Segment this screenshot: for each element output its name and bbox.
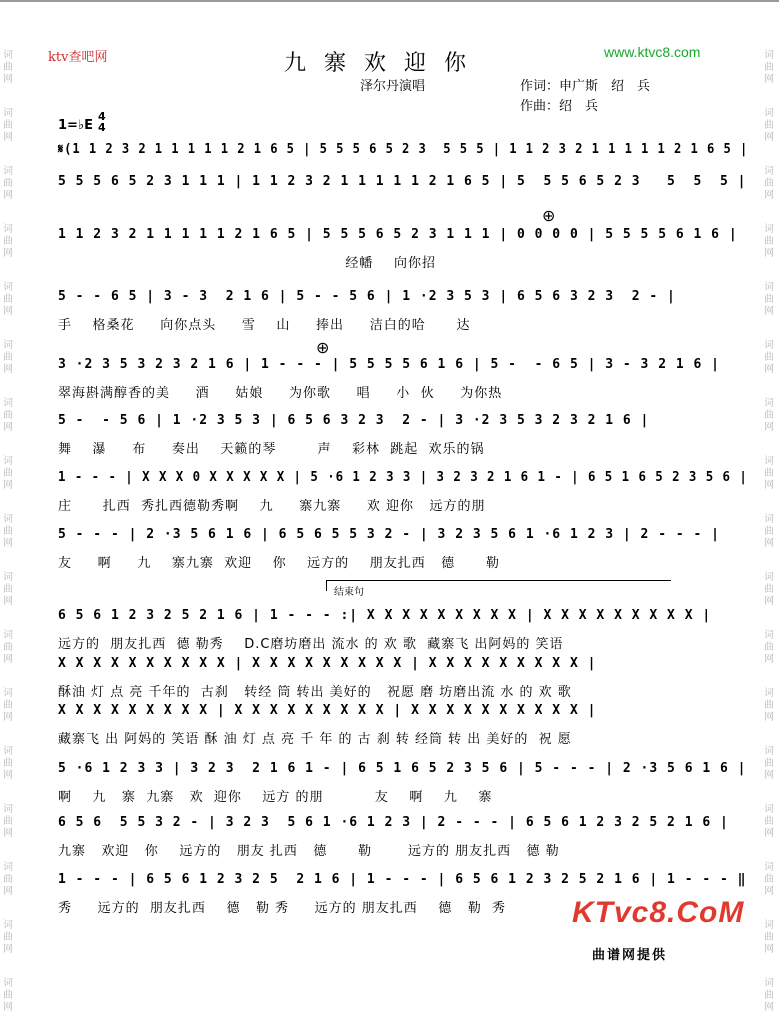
side-watermark-char: 曲 — [3, 120, 13, 131]
notation-row: X X X X X X X X X X | X X X X X X X X X | X X X X X X X X X | — [58, 656, 597, 671]
side-watermark-char: 曲 — [764, 178, 774, 189]
side-watermark-char: 曲 — [764, 642, 774, 653]
key-signature: 1=♭E — [58, 118, 93, 133]
side-watermark-char: 词 — [3, 804, 13, 815]
side-watermark-char: 曲 — [764, 584, 774, 595]
side-watermark-char: 网 — [764, 944, 774, 955]
side-watermark-char: 网 — [3, 132, 13, 143]
lyric-row: 翠海斟满醇香的美 酒 姑娘 为你歌 唱 小 伙 为你热 — [58, 386, 503, 401]
side-watermark-char: 网 — [3, 364, 13, 375]
side-watermark-char: 网 — [764, 422, 774, 433]
side-watermark-char: 网 — [3, 770, 13, 781]
side-watermark-char: 网 — [3, 596, 13, 607]
side-watermark-char: 网 — [764, 654, 774, 665]
side-watermark-char: 网 — [3, 944, 13, 955]
side-watermark-char: 词 — [3, 108, 13, 119]
notation-row: 1 1 2 3 2 1 1 1 1 1 2 1 6 5 | 5 5 5 6 5 2 3 1 1 1 | 0 0 0 0 | 5 5 5 5 6 1 6 | — [58, 227, 738, 242]
top-border — [0, 0, 779, 2]
side-watermark-char: 曲 — [764, 700, 774, 711]
side-watermark-char: 词 — [3, 920, 13, 931]
side-watermark-char: 曲 — [3, 584, 13, 595]
side-watermark-char: 曲 — [3, 758, 13, 769]
side-watermark-char: 曲 — [3, 642, 13, 653]
side-watermark-char: 网 — [764, 74, 774, 85]
side-watermark-char: 词 — [764, 572, 774, 583]
side-watermark-char: 曲 — [3, 410, 13, 421]
side-watermark-char: 词 — [764, 50, 774, 61]
lyric-row: 远方的 朋友扎西 德 勒秀 D.C磨坊磨出 流水 的 欢 歌 藏寨飞 出阿妈的 笑语 — [58, 637, 564, 652]
side-watermark-char: 网 — [3, 828, 13, 839]
side-watermark-char: 曲 — [764, 352, 774, 363]
side-watermark-char: 词 — [764, 862, 774, 873]
logo-caption: 曲谱网提供 — [592, 948, 668, 963]
side-watermark-char: 词 — [3, 340, 13, 351]
side-watermark-char: 词 — [764, 804, 774, 815]
side-watermark-char: 曲 — [3, 468, 13, 479]
side-watermark-char: 曲 — [764, 120, 774, 131]
side-watermark-char: 词 — [3, 224, 13, 235]
side-watermark-char: 词 — [3, 166, 13, 177]
notation-row: 5 5 5 6 5 2 3 1 1 1 | 1 1 2 3 2 1 1 1 1 1 2 1 6 5 | 5 5 5 6 5 2 3 5 5 5 | — [58, 174, 747, 189]
side-watermark-char: 词 — [764, 746, 774, 757]
side-watermark-char: 词 — [764, 340, 774, 351]
lyric-row: 九寨 欢迎 你 远方的 朋友 扎西 德 勒 远方的 朋友扎西 德 勒 — [58, 844, 560, 859]
side-watermark-char: 曲 — [3, 62, 13, 73]
side-watermark-char: 词 — [3, 746, 13, 757]
side-watermark-char: 曲 — [3, 178, 13, 189]
ending-phrase-bracket — [326, 580, 671, 591]
side-watermark-char: 词 — [3, 978, 13, 989]
notation-row: 5 - - 6 5 | 3 - 3 2 1 6 | 5 - - 5 6 | 1 ·2 3 5 3 | 6 5 6 3 2 3 2 - | — [58, 289, 676, 304]
side-watermark-char: 曲 — [764, 62, 774, 73]
side-watermark-char: 曲 — [764, 294, 774, 305]
side-watermark-char: 曲 — [3, 700, 13, 711]
side-watermark-char: 词 — [764, 920, 774, 931]
side-watermark-char: 网 — [764, 190, 774, 201]
lyric-row: 友 啊 九 寨九寨 欢迎 你 远方的 朋友扎西 德 勒 — [58, 556, 500, 571]
side-watermark-char: 词 — [764, 282, 774, 293]
notation-row: 1 - - - | 6 5 6 1 2 3 2 5 2 1 6 | 1 - - - | 6 5 6 1 2 3 2 5 2 1 6 | 1 - - - ‖ — [58, 872, 747, 887]
side-watermark-char: 网 — [3, 712, 13, 723]
side-watermark-char: 网 — [764, 248, 774, 259]
coda-sign-1: ⊕ — [542, 206, 556, 225]
side-watermark-char: 网 — [764, 132, 774, 143]
side-watermark-char: 曲 — [764, 990, 774, 1001]
notation-row: X X X X X X X X X | X X X X X X X X X | X X X X X X X X X X | — [58, 703, 597, 718]
side-watermark-char: 词 — [3, 398, 13, 409]
side-watermark-char: 词 — [3, 50, 13, 61]
side-watermark-char: 词 — [3, 630, 13, 641]
coda-sign-2: ⊕ — [316, 338, 330, 357]
notation-row: 6 5 6 5 5 3 2 - | 3 2 3 5 6 1 ·6 1 2 3 | 2 - - - | 6 5 6 1 2 3 2 5 2 1 6 | — [58, 815, 729, 830]
lyric-row: 藏寨飞 出 阿妈的 笑语 酥 油 灯 点 亮 千 年 的 古 刹 转 经筒 转 出 美好的 祝 愿 — [58, 732, 572, 747]
side-watermark-char: 曲 — [3, 352, 13, 363]
site-logo: KTvc8.CoM — [572, 896, 745, 929]
side-watermark-char: 曲 — [3, 990, 13, 1001]
side-watermark-char: 词 — [764, 630, 774, 641]
left-side-watermark — [1, 0, 15, 1013]
side-watermark-char: 网 — [3, 1002, 13, 1013]
notation-row: 5 - - - | 2 ·3 5 6 1 6 | 6 5 6 5 5 3 2 - | 3 2 3 5 6 1 ·6 1 2 3 | 2 - - - | — [58, 527, 720, 542]
lyric-row: 手 格桑花 向你点头 雪 山 捧出 洁白的哈 达 — [58, 318, 471, 333]
time-numerator: 4 — [98, 110, 106, 123]
side-watermark-char: 曲 — [764, 932, 774, 943]
side-watermark-char: 词 — [3, 282, 13, 293]
lyric-row: 庄 扎西 秀扎西德勒秀啊 九 寨九寨 欢 迎你 远方的朋 — [58, 499, 486, 514]
side-watermark-char: 网 — [3, 886, 13, 897]
notation-row: 𝄋(1 1 2 3 2 1 1 1 1 1 2 1 6 5 | 5 5 5 6 5 2 3 5 5 5 | 1 1 2 3 2 1 1 1 1 1 2 1 6 5 | — [58, 142, 749, 157]
side-watermark-char: 词 — [764, 398, 774, 409]
time-signature — [98, 111, 106, 133]
side-watermark-char: 曲 — [764, 816, 774, 827]
side-watermark-char: 词 — [3, 514, 13, 525]
side-watermark-char: 网 — [3, 306, 13, 317]
side-watermark-char: 网 — [3, 74, 13, 85]
time-denominator: 4 — [98, 121, 106, 134]
side-watermark-char: 网 — [764, 364, 774, 375]
side-watermark-char: 词 — [3, 456, 13, 467]
performer: 泽尔丹演唱 — [360, 79, 426, 94]
side-watermark-char: 网 — [764, 886, 774, 897]
side-watermark-char: 曲 — [3, 236, 13, 247]
side-watermark-char: 网 — [764, 712, 774, 723]
watermark-left-site: ktv查吧网 — [48, 50, 108, 65]
side-watermark-char: 词 — [3, 688, 13, 699]
notation-row: 5 ·6 1 2 3 3 | 3 2 3 2 1 6 1 - | 6 5 1 6 5 2 3 5 6 | 5 - - - | 2 ·3 5 6 1 6 | — [58, 761, 747, 776]
lyric-row: 舞 瀑 布 奏出 天籁的琴 声 彩林 跳起 欢乐的锅 — [58, 442, 485, 457]
side-watermark-char: 曲 — [764, 410, 774, 421]
side-watermark-char: 曲 — [764, 874, 774, 885]
song-title: 九寨欢迎你 — [284, 51, 485, 76]
side-watermark-char: 词 — [764, 456, 774, 467]
side-watermark-char: 网 — [3, 190, 13, 201]
lyric-row: 经幡 向你招 — [58, 256, 436, 271]
side-watermark-char: 词 — [764, 224, 774, 235]
side-watermark-char: 网 — [3, 538, 13, 549]
side-watermark-char: 词 — [3, 862, 13, 873]
side-watermark-char: 曲 — [3, 816, 13, 827]
notation-row: 5 - - 5 6 | 1 ·2 3 5 3 | 6 5 6 3 2 3 2 - | 3 ·2 3 5 3 2 3 2 1 6 | — [58, 413, 650, 428]
side-watermark-char: 网 — [3, 422, 13, 433]
side-watermark-char: 网 — [764, 1002, 774, 1013]
notation-row: 6 5 6 1 2 3 2 5 2 1 6 | 1 - - - :| X X X X X X X X X | X X X X X X X X X | — [58, 608, 712, 623]
side-watermark-char: 网 — [764, 596, 774, 607]
right-side-watermark — [762, 0, 776, 1013]
lyric-row: 啊 九 寨 九寨 欢 迎你 远方 的朋 友 啊 九 寨 — [58, 790, 493, 805]
side-watermark-char: 网 — [3, 480, 13, 491]
side-watermark-char: 曲 — [3, 526, 13, 537]
side-watermark-char: 词 — [764, 514, 774, 525]
side-watermark-char: 网 — [764, 306, 774, 317]
side-watermark-char: 词 — [764, 108, 774, 119]
side-watermark-char: 词 — [764, 688, 774, 699]
side-watermark-char: 网 — [764, 770, 774, 781]
side-watermark-char: 词 — [764, 166, 774, 177]
lyric-row: 秀 远方的 朋友扎西 德 勒 秀 远方的 朋友扎西 德 勒 秀 — [58, 901, 506, 916]
side-watermark-char: 曲 — [3, 932, 13, 943]
side-watermark-char: 曲 — [764, 236, 774, 247]
side-watermark-char: 曲 — [764, 526, 774, 537]
side-watermark-char: 网 — [3, 654, 13, 665]
side-watermark-char: 网 — [764, 538, 774, 549]
side-watermark-char: 网 — [764, 480, 774, 491]
side-watermark-char: 曲 — [764, 468, 774, 479]
lyric-row: 酥油 灯 点 亮 千年的 古刹 转经 筒 转出 美好的 祝愿 磨 坊磨出流 水 的 欢 歌 — [58, 685, 572, 700]
lyricist: 作词：申广斯 绍 兵 — [520, 79, 651, 94]
side-watermark-char: 曲 — [3, 294, 13, 305]
side-watermark-char: 词 — [3, 572, 13, 583]
side-watermark-char: 曲 — [764, 758, 774, 769]
composer: 作曲：绍 兵 — [520, 99, 599, 114]
ending-phrase-label: 结束句 — [334, 587, 364, 598]
notation-row: 1 - - - | X X X 0 X X X X X | 5 ·6 1 2 3 3 | 3 2 3 2 1 6 1 - | 6 5 1 6 5 2 3 5 6 | — [58, 470, 748, 485]
side-watermark-char: 网 — [3, 248, 13, 259]
side-watermark-char: 词 — [764, 978, 774, 989]
side-watermark-char: 曲 — [3, 874, 13, 885]
watermark-right-site: www.ktvc8.com — [604, 44, 701, 60]
notation-row: 3 ·2 3 5 3 2 3 2 1 6 | 1 - - - | 5 5 5 5 6 1 6 | 5 - - 6 5 | 3 - 3 2 1 6 | — [58, 357, 720, 372]
side-watermark-char: 网 — [764, 828, 774, 839]
